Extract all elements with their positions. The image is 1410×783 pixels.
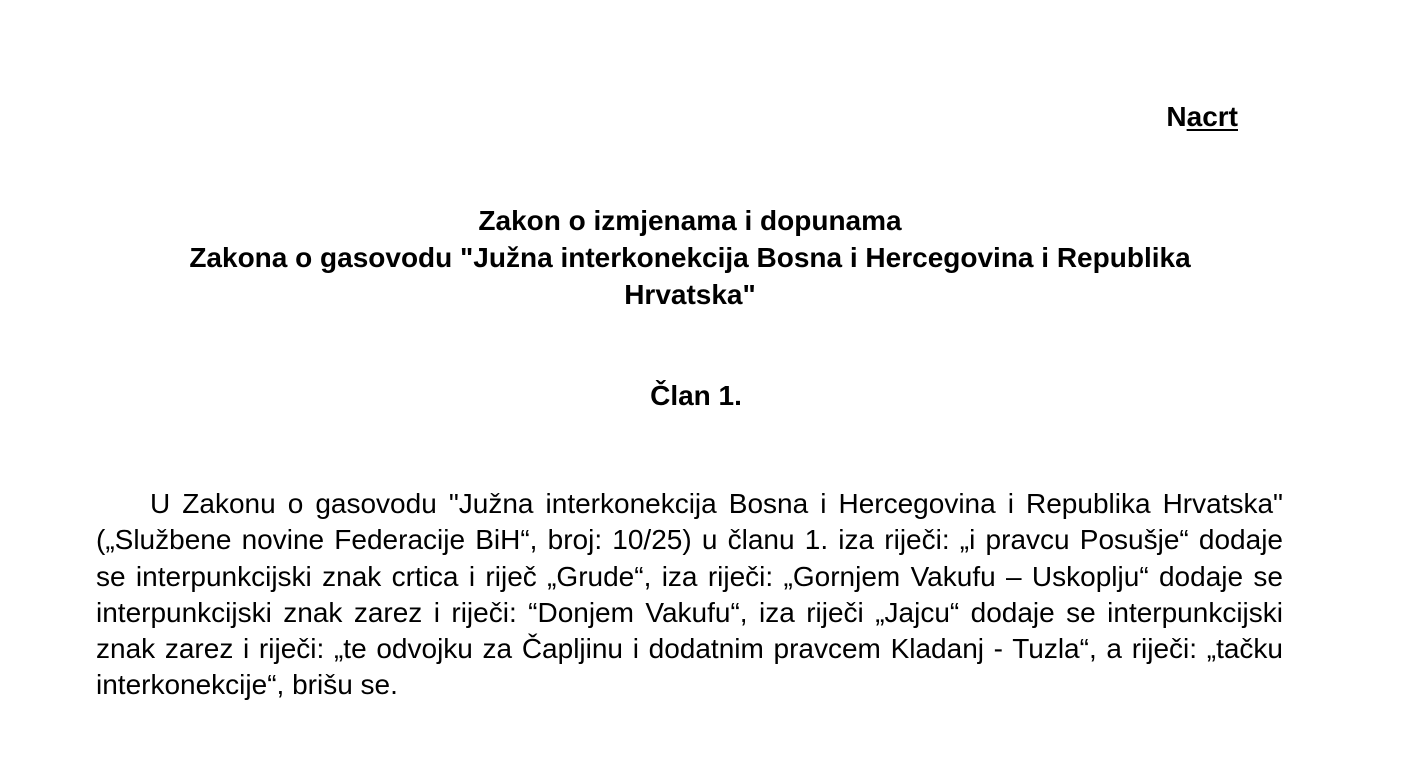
title-line-3: Hrvatska" — [624, 279, 756, 310]
document-title — [96, 202, 1284, 313]
article-heading: Član 1. — [650, 380, 742, 411]
title-line-1: Zakon o izmjenama i dopunama — [478, 205, 902, 236]
draft-label-underlined: acrt — [1186, 101, 1238, 132]
draft-label — [1166, 99, 1238, 135]
title-line-2: Zakona o gasovodu "Južna interkonekcija Bosna i Hercegovina i Republika — [189, 242, 1191, 273]
draft-label-first-letter: N — [1166, 101, 1187, 132]
article-body-paragraph: U Zakonu o gasovodu "Južna interkonekcija Bosna i Hercegovina i Republika Hrvatska" („Službene novine Federacije BiH“, broj: 10/25) u članu 1. iza riječi: „i pravcu Posušje“ dodaje se interpunkcijski znak crtica i riječ „Grude“, iza riječi: „Gornjem Vakufu – Uskoplju“ dodaje se interpunkcijski znak zarez i riječi: “Donjem Vakufu“, iza riječi „Jajcu“ dodaje se interpunkcijski znak zarez i riječi: „te odvojku za Čapljinu i dodatnim pravcem Kladanj - Tuzla“, a riječi: „tačku interkonekcije“, brišu se. — [96, 488, 1283, 701]
